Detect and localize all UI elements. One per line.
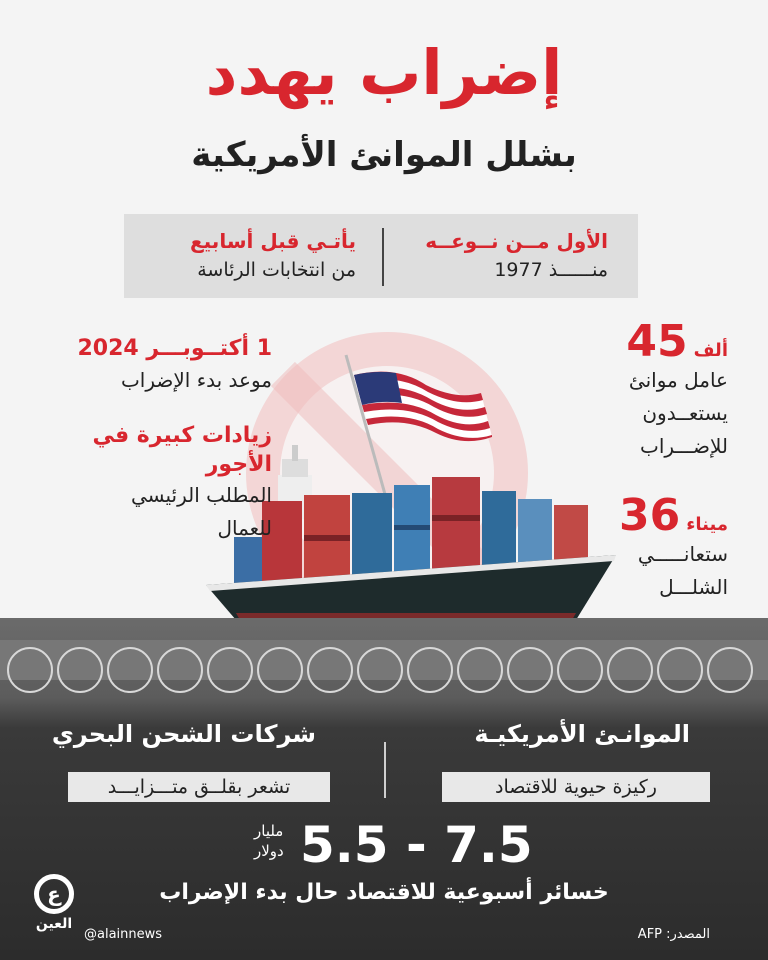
info-first-of-kind <box>388 228 608 286</box>
alain-logo-icon: ع <box>34 874 74 914</box>
loss-unit-line1: مليار <box>254 822 284 840</box>
ports-line2: الشلـــل <box>659 575 728 599</box>
info-divider <box>382 228 384 286</box>
loss-unit-line2: دولار <box>254 841 284 860</box>
main-demand-line2: للعمال <box>217 516 272 541</box>
info-before-elections <box>136 228 356 286</box>
workers-line1: عامل موانئ <box>628 368 728 392</box>
page-title: إضراب يهدد <box>205 36 563 109</box>
main-demand <box>22 422 272 545</box>
alain-logo <box>28 874 80 938</box>
loss-unit <box>254 822 304 861</box>
info-first-heading: الأول مــن نــوعــه <box>425 229 608 253</box>
barbed-wire-image <box>0 640 768 710</box>
info-bar <box>124 214 638 298</box>
page-subtitle: بشلل الموانئ الأمريكية <box>191 135 577 175</box>
ports-stat <box>558 490 728 604</box>
alain-logo-text: العين <box>35 916 73 932</box>
ports-number: 36 <box>618 490 681 541</box>
workers-line2: يستعــدون <box>642 401 728 425</box>
shipping-companies-text: تشعر بقلــق متـــزايـــد <box>68 772 330 802</box>
us-ports-heading: الموانـئ الأمريكيـة <box>474 720 690 748</box>
info-elections-text: من انتخابات الرئاسة <box>197 259 356 281</box>
info-elections-heading: يأتـي قبل أسابيع <box>189 229 356 253</box>
us-ports-text: ركيزة حيوية للاقتصاد <box>442 772 710 802</box>
strike-date <box>22 335 272 397</box>
social-handle: @alainnews <box>84 927 163 942</box>
workers-unit: ألف <box>693 340 728 361</box>
ports-line1: ستعانـــــي <box>637 542 728 566</box>
workers-stat <box>558 316 728 463</box>
main-demand-heading: زيادات كبيرة في الأجور <box>92 423 272 477</box>
ports-unit: ميناء <box>686 514 728 535</box>
strike-date-heading: 1 أكتــوبـــر 2024 <box>77 336 272 361</box>
main-demand-line1: المطلب الرئيسي <box>130 483 272 508</box>
us-flag-icon <box>354 372 492 442</box>
loss-caption: خسائر أسبوعية للاقتصاد حال بدء الإضراب <box>159 880 609 905</box>
shipping-companies-heading: شركات الشحن البحري <box>51 720 316 748</box>
info-first-text: منــــــذ 1977 <box>494 259 608 281</box>
workers-number: 45 <box>626 316 688 367</box>
source-credit: المصدر: AFP <box>637 927 710 942</box>
strike-date-text: موعد بدء الإضراب <box>120 367 272 392</box>
bottom-divider <box>384 742 386 798</box>
loss-range: 5.5 - 7.5 <box>300 816 533 874</box>
workers-line3: للإضـــراب <box>639 434 728 458</box>
